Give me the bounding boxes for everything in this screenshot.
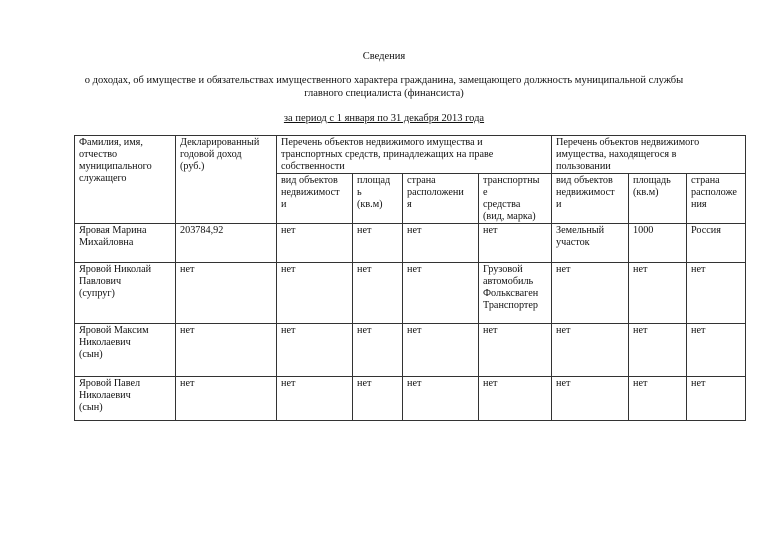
table-cell: нет [403, 263, 479, 324]
table-cell: нет [277, 377, 353, 421]
table-row [75, 263, 746, 324]
table-cell: нет [353, 377, 403, 421]
header-income: Декларированный годовой доход (руб.) [176, 136, 277, 224]
table-cell: нет [479, 377, 552, 421]
table-row [75, 224, 746, 263]
table-cell: нет [479, 224, 552, 263]
table-cell: 1000 [629, 224, 687, 263]
document-subtitle-line2: главного специалиста (финансиста) [304, 88, 464, 99]
header-used: Перечень объектов недвижимого имущества, находящегося в пользовании [552, 136, 746, 174]
table-cell: Яровой Максим Николаевич (сын) [75, 324, 176, 377]
table-header-row [75, 136, 746, 174]
table-cell: нет [687, 263, 746, 324]
table-cell: нет [552, 324, 629, 377]
table-cell: 203784,92 [176, 224, 277, 263]
table-cell: нет [403, 224, 479, 263]
table-cell: нет [552, 263, 629, 324]
header-name: Фамилия, имя, отчество муниципального служащего [75, 136, 176, 224]
table-row [75, 324, 746, 377]
table-cell: нет [176, 377, 277, 421]
table-cell: нет [552, 377, 629, 421]
table-cell: нет [353, 224, 403, 263]
table-cell: нет [687, 324, 746, 377]
table-cell: нет [629, 324, 687, 377]
header-owned: Перечень объектов недвижимого имущества и транспортных средств, принадлежащих на праве собственности [277, 136, 552, 174]
table-cell: нет [687, 377, 746, 421]
table-cell: Яровая Марина Михайловна [75, 224, 176, 263]
header-used-area: площадь (кв.м) [629, 174, 687, 224]
table-cell: нет [403, 324, 479, 377]
table-cell: Грузовой автомобиль Фольксваген Транспортер [479, 263, 552, 324]
document-title: Сведения [362, 51, 406, 62]
table-cell: нет [353, 324, 403, 377]
table-cell: нет [176, 263, 277, 324]
table-cell: нет [176, 324, 277, 377]
table-cell: Яровой Николай Павлович (супруг) [75, 263, 176, 324]
table-cell: Земельный участок [552, 224, 629, 263]
table-cell: Россия [687, 224, 746, 263]
table-cell: нет [277, 224, 353, 263]
header-owned-area: площад ь (кв.м) [353, 174, 403, 224]
table-row [75, 377, 746, 421]
header-owned-transport: транспортны е средства (вид, марка) [479, 174, 552, 224]
table-cell: нет [277, 263, 353, 324]
reporting-period: за период с 1 января по 31 декабря 2013 года [283, 113, 485, 124]
document-subtitle-line1: о доходах, об имуществе и обязательствах имущественного характера гражданина, замещающего должность муниципальной службы [84, 75, 684, 86]
table-cell: нет [629, 263, 687, 324]
table-cell: нет [403, 377, 479, 421]
header-owned-country: страна расположени я [403, 174, 479, 224]
table-cell: нет [629, 377, 687, 421]
table-cell: нет [277, 324, 353, 377]
header-used-country: страна расположе ния [687, 174, 746, 224]
table-cell: нет [353, 263, 403, 324]
table-cell: Яровой Павел Николаевич (сын) [75, 377, 176, 421]
header-owned-type: вид объектов недвижимост и [277, 174, 353, 224]
table-cell: нет [479, 324, 552, 377]
declaration-table [74, 135, 746, 421]
header-used-type: вид объектов недвижимост и [552, 174, 629, 224]
